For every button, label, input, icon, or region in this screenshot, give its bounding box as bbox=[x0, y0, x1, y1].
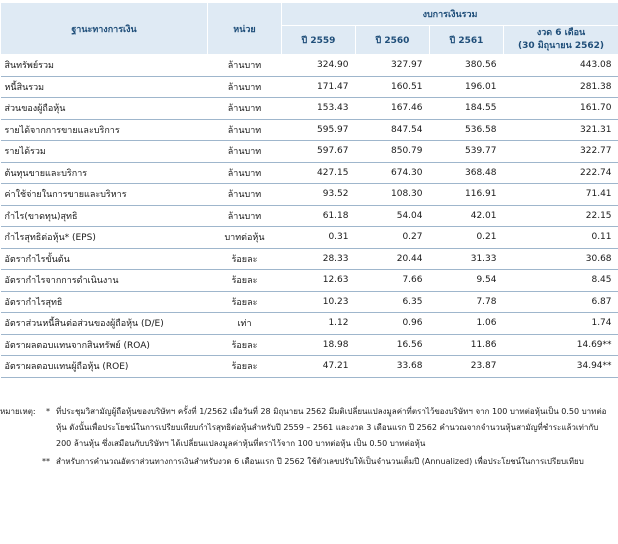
row-unit: บาทต่อหุ้น bbox=[208, 227, 282, 249]
row-value: 674.30 bbox=[356, 162, 430, 184]
row-item-label: อัตรากำไรขั้นต้น bbox=[1, 248, 208, 270]
note-2 bbox=[0, 454, 614, 470]
table-row bbox=[1, 205, 618, 227]
table-row bbox=[1, 270, 618, 292]
row-value: 160.51 bbox=[356, 76, 430, 98]
row-unit: ร้อยละ bbox=[208, 356, 282, 378]
row-value: 324.90 bbox=[282, 55, 356, 77]
row-value: 108.30 bbox=[356, 184, 430, 206]
table-row bbox=[1, 248, 618, 270]
row-value: 42.01 bbox=[430, 205, 504, 227]
row-value: 1.74 bbox=[504, 313, 618, 335]
row-item-label: กำไร(ขาดทุน)สุทธิ bbox=[1, 205, 208, 227]
row-item-label: อัตราผลตอบแทนจากสินทรัพย์ (ROA) bbox=[1, 334, 208, 356]
row-value: 10.23 bbox=[282, 291, 356, 313]
table-row bbox=[1, 162, 618, 184]
row-value: 380.56 bbox=[430, 55, 504, 77]
row-value: 54.04 bbox=[356, 205, 430, 227]
row-unit: เท่า bbox=[208, 313, 282, 335]
row-value: 0.31 bbox=[282, 227, 356, 249]
row-unit: ล้านบาท bbox=[208, 98, 282, 120]
row-value: 33.68 bbox=[356, 356, 430, 378]
note-1-text: ที่ประชุมวิสามัญผู้ถือหุ้นของบริษัทฯ ครั้งที่ 1/2562 เมื่อวันที่ 28 มิถุนายน 2562 มีมติเปลี่ยนแปลงมูลค่าที่ตราไว้ของบริษัทฯ จาก 100 บาทต่อหุ้นเป็น 0.50 บาทต่อหุ้น ดังนั้นเพื่อประโยชน์ในการเปรียบเทียบกำไรสุทธิต่อหุ้นสำหรับปี 2559 – 2561 และงวด 3 เดือนแรก ปี 2562 คำนวณจากจำนวนหุ้นสามัญที่ชำระแล้วเท่ากับ 200 ล้านหุ้น ซึ่งเสมือนกับบริษัทฯ ได้เปลี่ยนแปลงมูลค่าหุ้นที่ตราไว้จาก 100 บาทต่อหุ้น เป็น 0.50 บาทต่อหุ้น bbox=[56, 407, 607, 448]
row-value: 22.15 bbox=[504, 205, 618, 227]
row-item-label: กำไรสุทธิต่อหุ้น* (EPS) bbox=[1, 227, 208, 249]
header-topic: ฐานะทางการเงิน bbox=[1, 3, 208, 55]
row-value: 597.67 bbox=[282, 141, 356, 163]
row-item-label: สินทรัพย์รวม bbox=[1, 55, 208, 77]
table-row bbox=[1, 76, 618, 98]
header-year: ปี 2559 bbox=[282, 26, 356, 55]
row-item-label: อัตรากำไรจากการดำเนินงาน bbox=[1, 270, 208, 292]
row-value: 8.45 bbox=[504, 270, 618, 292]
table-row bbox=[1, 334, 618, 356]
row-value: 16.56 bbox=[356, 334, 430, 356]
row-value: 222.74 bbox=[504, 162, 618, 184]
note-1 bbox=[0, 404, 614, 452]
row-unit: ร้อยละ bbox=[208, 270, 282, 292]
row-value: 1.06 bbox=[430, 313, 504, 335]
row-value: 171.47 bbox=[282, 76, 356, 98]
row-value: 9.54 bbox=[430, 270, 504, 292]
row-value: 47.21 bbox=[282, 356, 356, 378]
row-value: 281.38 bbox=[504, 76, 618, 98]
table-row bbox=[1, 291, 618, 313]
table-row bbox=[1, 313, 618, 335]
header-period bbox=[504, 26, 618, 55]
table-row bbox=[1, 356, 618, 378]
row-value: 0.11 bbox=[504, 227, 618, 249]
row-value: 327.97 bbox=[356, 55, 430, 77]
row-value: 93.52 bbox=[282, 184, 356, 206]
row-value: 196.01 bbox=[430, 76, 504, 98]
row-value: 847.54 bbox=[356, 119, 430, 141]
row-value: 0.96 bbox=[356, 313, 430, 335]
note-2-text: สำหรับการคำนวณอัตราส่วนทางการเงินสำหรับงวด 6 เดือนแรก ปี 2562 ใช้ตัวเลขปรับให้เป็นจำนวนเต็มปี (Annualized) เพื่อประโยชน์ในการเปรียบเทียบ bbox=[56, 457, 584, 466]
row-value: 61.18 bbox=[282, 205, 356, 227]
row-value: 167.46 bbox=[356, 98, 430, 120]
row-value: 161.70 bbox=[504, 98, 618, 120]
row-value: 31.33 bbox=[430, 248, 504, 270]
row-value: 20.44 bbox=[356, 248, 430, 270]
row-item-label: หนี้สินรวม bbox=[1, 76, 208, 98]
row-value: 14.69** bbox=[504, 334, 618, 356]
row-item-label: อัตราส่วนหนี้สินต่อส่วนของผู้ถือหุ้น (D/E) bbox=[1, 313, 208, 335]
header-period-line1: งวด 6 เดือน bbox=[536, 28, 586, 38]
row-item-label: อัตรากำไรสุทธิ bbox=[1, 291, 208, 313]
header-year: ปี 2560 bbox=[356, 26, 430, 55]
row-value: 321.31 bbox=[504, 119, 618, 141]
table-row bbox=[1, 98, 618, 120]
row-value: 116.91 bbox=[430, 184, 504, 206]
row-value: 30.68 bbox=[504, 248, 618, 270]
row-value: 28.33 bbox=[282, 248, 356, 270]
row-unit: ล้านบาท bbox=[208, 162, 282, 184]
note-2-mark: ** bbox=[42, 457, 50, 466]
header-period-line2: (30 มิถุนายน 2562) bbox=[517, 41, 605, 51]
row-item-label: อัตราผลตอบแทนผู้ถือหุ้น (ROE) bbox=[1, 356, 208, 378]
row-unit: ร้อยละ bbox=[208, 248, 282, 270]
row-value: 23.87 bbox=[430, 356, 504, 378]
row-item-label: รายได้จากการขายและบริการ bbox=[1, 119, 208, 141]
table-row bbox=[1, 227, 618, 249]
table-header bbox=[1, 3, 618, 55]
row-item-label: ส่วนของผู้ถือหุ้น bbox=[1, 98, 208, 120]
row-value: 539.77 bbox=[430, 141, 504, 163]
financial-summary-table bbox=[0, 2, 618, 378]
row-value: 153.43 bbox=[282, 98, 356, 120]
row-value: 11.86 bbox=[430, 334, 504, 356]
table-body bbox=[1, 55, 618, 378]
row-value: 18.98 bbox=[282, 334, 356, 356]
header-group: งบการเงินรวม bbox=[282, 3, 618, 26]
row-unit: ร้อยละ bbox=[208, 334, 282, 356]
note-1-mark: * bbox=[46, 407, 50, 416]
row-value: 850.79 bbox=[356, 141, 430, 163]
row-value: 34.94** bbox=[504, 356, 618, 378]
row-value: 1.12 bbox=[282, 313, 356, 335]
row-item-label: รายได้รวม bbox=[1, 141, 208, 163]
row-value: 7.66 bbox=[356, 270, 430, 292]
row-unit: ล้านบาท bbox=[208, 184, 282, 206]
header-year: ปี 2561 bbox=[430, 26, 504, 55]
row-value: 0.21 bbox=[430, 227, 504, 249]
row-unit: ล้านบาท bbox=[208, 205, 282, 227]
row-item-label: ต้นทุนขายและบริการ bbox=[1, 162, 208, 184]
row-value: 0.27 bbox=[356, 227, 430, 249]
table-row bbox=[1, 119, 618, 141]
notes-section bbox=[0, 404, 614, 470]
row-unit: ล้านบาท bbox=[208, 55, 282, 77]
row-value: 6.87 bbox=[504, 291, 618, 313]
row-value: 7.78 bbox=[430, 291, 504, 313]
row-value: 427.15 bbox=[282, 162, 356, 184]
row-unit: ร้อยละ bbox=[208, 291, 282, 313]
notes-label: หมายเหตุ: bbox=[0, 407, 36, 416]
row-unit: ล้านบาท bbox=[208, 76, 282, 98]
row-item-label: ค่าใช้จ่ายในการขายและบริหาร bbox=[1, 184, 208, 206]
header-unit: หน่วย bbox=[208, 3, 282, 55]
row-value: 71.41 bbox=[504, 184, 618, 206]
row-unit: ล้านบาท bbox=[208, 119, 282, 141]
table-row bbox=[1, 141, 618, 163]
row-value: 322.77 bbox=[504, 141, 618, 163]
row-value: 443.08 bbox=[504, 55, 618, 77]
row-value: 184.55 bbox=[430, 98, 504, 120]
row-unit: ล้านบาท bbox=[208, 141, 282, 163]
row-value: 6.35 bbox=[356, 291, 430, 313]
row-value: 595.97 bbox=[282, 119, 356, 141]
table-row bbox=[1, 184, 618, 206]
row-value: 536.58 bbox=[430, 119, 504, 141]
table-row bbox=[1, 55, 618, 77]
row-value: 12.63 bbox=[282, 270, 356, 292]
row-value: 368.48 bbox=[430, 162, 504, 184]
